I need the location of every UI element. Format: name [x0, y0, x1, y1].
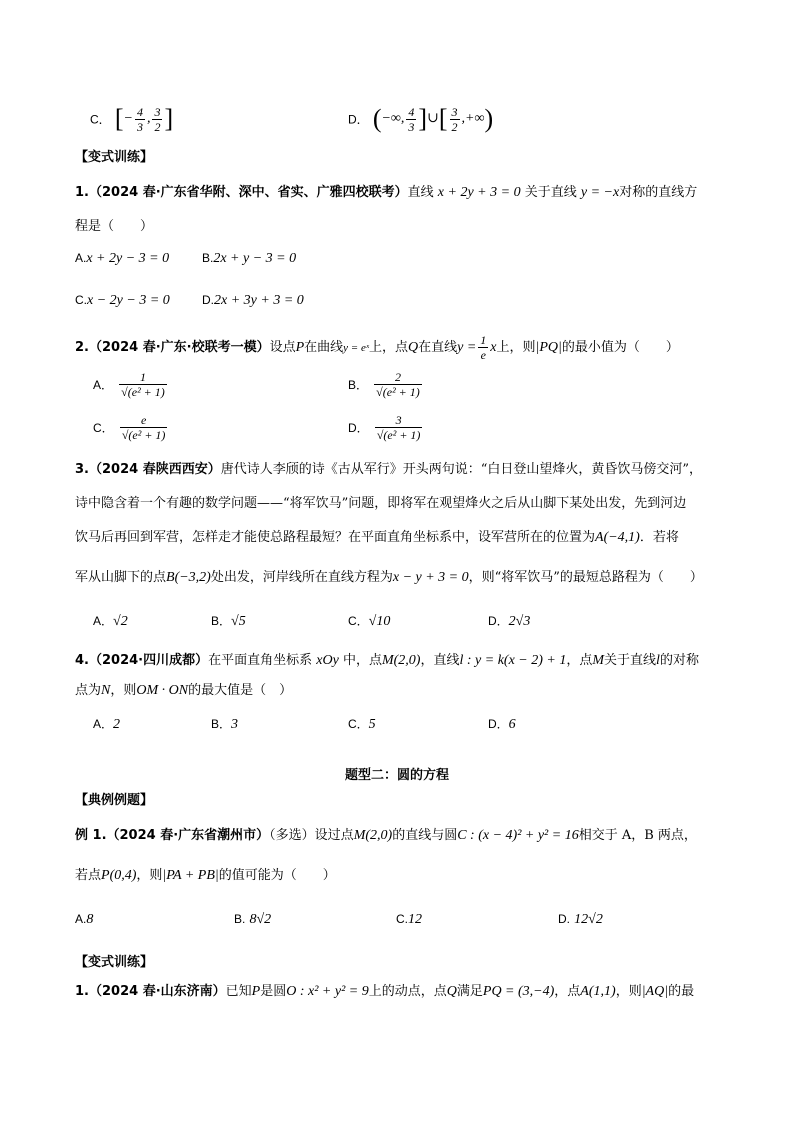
prev-option-c: [90, 104, 173, 134]
ex1-option-c: C.12: [396, 912, 422, 927]
q4-option-c: C．5: [348, 717, 376, 732]
q1-option-c: C.x − 2y − 3 = 0: [75, 293, 170, 308]
q2-option-b: B． $\frac{2}{\text{√(e² + 1)}}$: [348, 370, 420, 399]
variant-training-heading: 【变式训练】: [75, 150, 154, 165]
q3-option-d: D．2√3: [488, 614, 531, 629]
q4-option-b: B．3: [211, 717, 239, 732]
question-2-line-1: 2.（2024 春·广东·校联考一模）设点P在曲线y = eˣ上，点Q在直线y = $\frac{1}{e}$ x上，则|PQ|的最小值为（ ）: [75, 333, 679, 362]
ex1-option-a: A.8: [75, 912, 94, 927]
question-3-line-1: 3.（2024 春陕西西安）唐代诗人李颀的诗《古从军行》开头两句说：“白日登山望烽火，黄昏饮马傍交河”，: [75, 462, 702, 477]
option-label: C．: [90, 112, 111, 127]
variant-1-line-1: 1.（2024 春·山东济南）已知P是圆O : x² + y² = 9上的动点，点Q满足PQ = (3,−4)，点A(1,1)，则|AQ|的最: [75, 984, 695, 999]
example-heading: 【典例例题】: [75, 793, 154, 808]
question-1-line-1: 1.（2024 春·广东省华附、深中、省实、广雅四校联考）直线 x + 2y + 3 = 0 关于直线 y = −x对称的直线方: [75, 185, 698, 200]
ex1-option-b: B. 8√2: [234, 912, 272, 927]
q3-option-c: C．√10: [348, 614, 391, 629]
example-1-line-1: 例 1.（2024 春·广东省潮州市）（多选）设过点M(2,0)的直线与圆C : (x − 4)² + y² = 16相交于 A，B 两点，: [75, 828, 697, 843]
question-4-line-1: 4.（2024·四川成都）在平面直角坐标系 xOy 中，点M(2,0)，直线l : y = k(x − 2) + 1，点M关于直线l的对称: [75, 653, 699, 668]
question-1-line-2: 程是（ ）: [75, 219, 154, 234]
option-label: D．: [348, 112, 369, 127]
variant-training-heading-2: 【变式训练】: [75, 955, 154, 970]
q2-option-c: C． $\frac{e}{\text{√(e² + 1)}}$: [93, 413, 166, 442]
q3-option-b: B．√5: [211, 614, 246, 629]
question-3-line-4: 军从山脚下的点B(−3,2)处出发，河岸线所在直线方程为x − y + 3 = 0，则“将军饮马”的最短总路程为（ ）: [75, 570, 703, 585]
q4-option-d: D．6: [488, 717, 516, 732]
question-3-line-2: 诗中隐含着一个有趣的数学问题——“将军饮马”问题，即将军在观望烽火之后从山脚下某处出发，先到河边: [75, 496, 687, 511]
q2-option-a: A． $\frac{1}{\text{√(e² + 1)}}$: [93, 370, 165, 399]
question-4-line-2: 点为N，则OM · ON的最大值是（ ）: [75, 683, 293, 698]
example-1-line-2: 若点P(0,4)，则|PA + PB|的值可能为（ ）: [75, 868, 336, 883]
q3-option-a: A．√2: [93, 614, 128, 629]
q4-option-a: A．2: [93, 717, 121, 732]
q1-option-d: D.2x + 3y + 3 = 0: [202, 293, 304, 308]
option-d-expression: (−∞, $\frac{4}{3}$ ]∪[ $\frac{3}{2}$ ,+∞): [372, 104, 494, 134]
question-3-line-3: 饮马后再回到军营，怎样走才能使总路程最短？在平面直角坐标系中，设军营所在的位置为A(−4,1)．若将: [75, 530, 679, 545]
section-title: 题型二：圆的方程: [344, 768, 449, 783]
equation: x + 2y + 3 = 0: [437, 185, 521, 200]
ex1-option-d: D. 12√2: [558, 912, 603, 927]
option-c-expression: [− $\frac{4}{3}$ , $\frac{3}{2}$ ]: [114, 104, 174, 134]
q2-option-d: D． $\frac{3}{\text{√(e² + 1)}}$: [348, 413, 421, 442]
equation: y = −x: [580, 185, 620, 200]
prev-option-d: [348, 104, 493, 134]
q1-option-a: A.x + 2y − 3 = 0: [75, 251, 170, 266]
q1-option-b: B.2x + y − 3 = 0: [202, 251, 297, 266]
